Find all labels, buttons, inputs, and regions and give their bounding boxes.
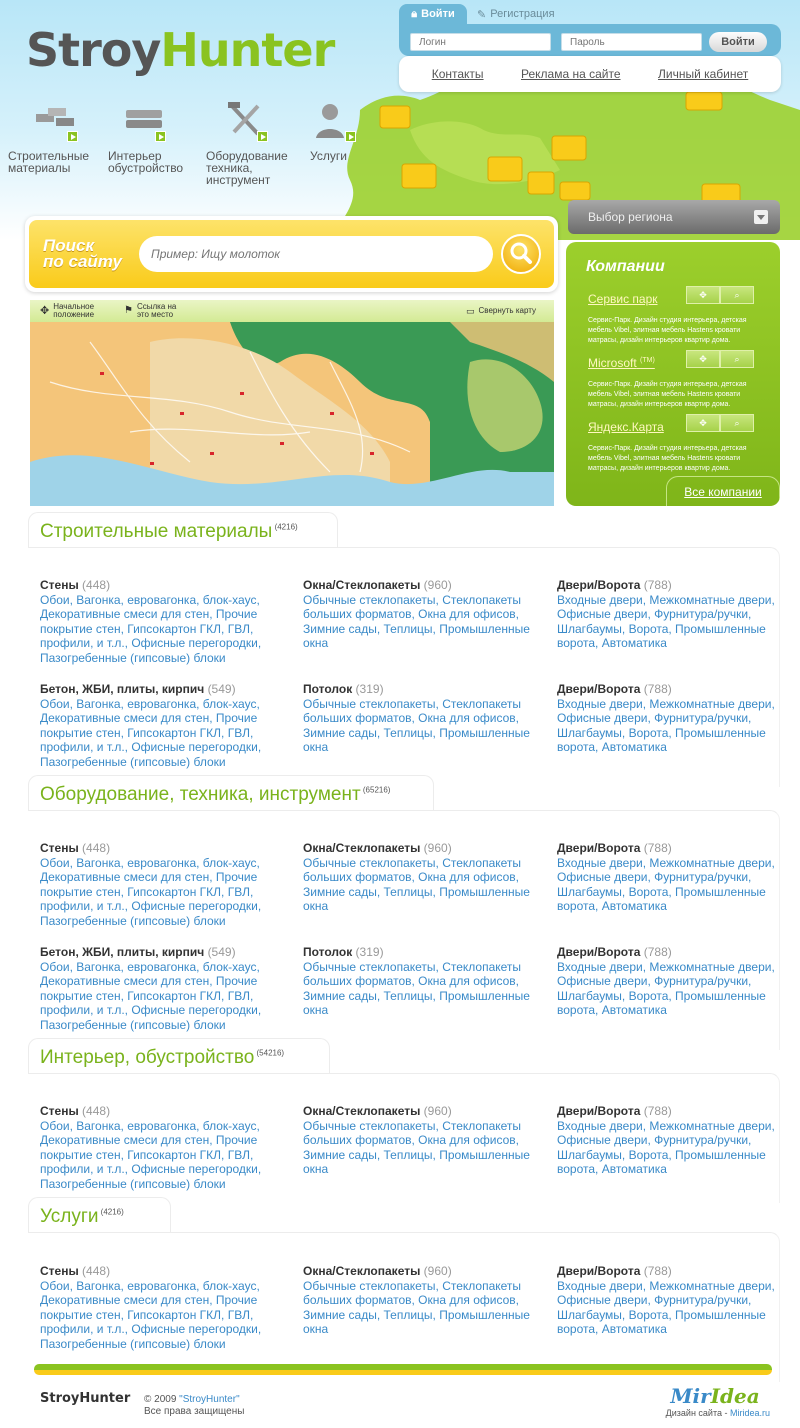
subcategory-links[interactable]: покрытие стен, Гипсокартон ГКЛ, ГВЛ, — [40, 621, 254, 636]
subcategory-count: (960) — [423, 1104, 452, 1118]
developer-credit — [660, 1384, 770, 1418]
search-button[interactable] — [501, 234, 541, 274]
category-label-line2: обустройство — [108, 161, 184, 175]
category-label-line1: Строительные — [8, 149, 90, 163]
tab-login[interactable] — [399, 4, 467, 24]
subcategory-links[interactable]: больших форматов, Окна для офисов, — [303, 870, 519, 884]
subcategory-links[interactable]: Входные двери, Межкомнатные двери, — [557, 696, 775, 711]
subcategory-title-text: Стены — [40, 578, 83, 592]
subcategory-title[interactable] — [303, 1264, 530, 1279]
lock-icon: 🔒︎ — [411, 7, 418, 20]
subcategory-links[interactable]: Декоративные смеси для стен, Прочие — [40, 711, 258, 725]
subcategory-links[interactable]: Зимние сады, Теплицы, Промышленные — [303, 621, 530, 636]
subcategory-group — [40, 578, 261, 665]
section-count: (4216) — [272, 522, 298, 532]
category-services[interactable] — [310, 100, 370, 186]
search-box — [25, 216, 558, 292]
subcategory-links[interactable]: Обои, Вагонка, евровагонка, блок-хаус, — [40, 855, 260, 870]
subcategory-links[interactable]: Офисные двери, Фурнитура/ручки, — [557, 711, 752, 725]
subcategory-links[interactable]: Входные двери, Межкомнатные двери, — [557, 855, 775, 870]
subcategory-links[interactable]: Пазогребенные (гипсовые) блоки — [40, 1176, 226, 1191]
footer-copyright — [144, 1394, 244, 1418]
trademark-mark: (TM) — [640, 357, 655, 364]
subcategory-links[interactable]: Обычные стеклопакеты, Стеклопакеты — [303, 1278, 522, 1293]
section-count: (65216) — [360, 785, 391, 795]
subcategory-links[interactable]: Шлагбаумы, Ворота, Промышленные — [557, 1307, 766, 1322]
category-menu — [8, 100, 370, 186]
subcategory-title[interactable] — [557, 945, 775, 960]
map-collapse-button[interactable] — [466, 307, 536, 315]
subcategory-links[interactable]: Обычные стеклопакеты, Стеклопакеты — [303, 855, 522, 870]
section-title-text: Строительные материалы — [40, 521, 273, 542]
subcategory-links[interactable]: Обычные стеклопакеты, Стеклопакеты — [303, 696, 522, 711]
logo-part-hunter: Hunter — [160, 23, 335, 77]
section-count: (54216) — [254, 1048, 285, 1058]
subcategory-links[interactable]: больших форматов, Окна для офисов, — [303, 1293, 519, 1307]
subcategory-links[interactable]: Пазогребенные (гипсовые) блоки — [40, 650, 226, 665]
subcategory-title[interactable] — [40, 578, 261, 593]
section-title[interactable] — [28, 1038, 330, 1074]
subcategory-links[interactable]: ворота, Автоматика — [557, 1322, 667, 1336]
subcategory-links[interactable]: Шлагбаумы, Ворота, Промышленные — [557, 1147, 766, 1162]
login-button[interactable]: Войти — [709, 32, 767, 52]
map-link-line1: Ссылка на — [136, 302, 177, 311]
subcategory-links[interactable]: Зимние сады, Теплицы, Промышленные — [303, 884, 530, 899]
section-title-text: Оборудование, техника, инструмент — [40, 784, 361, 805]
subcategory-links[interactable]: больших форматов, Окна для офисов, — [303, 974, 519, 988]
subcategory-links[interactable]: Зимние сады, Теплицы, Промышленные — [303, 1147, 530, 1162]
dev-prefix: Дизайн сайта - — [665, 1408, 730, 1418]
subcategory-title-text: Двери/Ворота — [557, 1104, 644, 1118]
login-input[interactable] — [410, 33, 551, 51]
region-label: Выбор региона — [588, 210, 673, 224]
company-description: Сервис-Парк. Дизайн студия интерьера, детская мебель Vibel, элитная мебель Hastens кровати матрасы, дизайн интерьеров квартир дома. — [588, 381, 747, 408]
login-form — [399, 24, 781, 56]
company-name: Яндекс.Карта — [588, 420, 664, 434]
search-icon — [503, 236, 539, 272]
search-panel — [29, 220, 554, 288]
subcategory-links[interactable]: профили, и т.л., Офисные перегородки, — [40, 899, 262, 913]
subcategory-count: (788) — [643, 841, 672, 855]
subcategory-group — [40, 1264, 261, 1351]
subcategory-links[interactable]: окна — [303, 1322, 329, 1336]
nav-contacts[interactable]: Контакты — [431, 67, 484, 81]
subcategory-links[interactable]: Зимние сады, Теплицы, Промышленные — [303, 1307, 530, 1322]
crosshair-icon: ✥ — [40, 305, 50, 317]
subcategory-title-text: Стены — [40, 1264, 83, 1278]
tab-register-label: Регистрация — [490, 8, 555, 20]
company-description: Сервис-Парк. Дизайн студия интерьера, детская мебель Vibel, элитная мебель Hastens кровати матрасы, дизайн интерьеров квартир дома. — [588, 317, 747, 344]
subcategory-title-text: Двери/Ворота — [557, 1264, 644, 1278]
category-building-materials[interactable] — [8, 100, 108, 186]
subcategory-links[interactable]: Обычные стеклопакеты, Стеклопакеты — [303, 1118, 522, 1133]
subcategory-group — [40, 841, 261, 928]
subcategory-count: (788) — [643, 682, 672, 696]
subcategory-group — [303, 1104, 530, 1177]
subcategory-count: (960) — [423, 578, 452, 592]
copyright-link[interactable]: "StroyHunter" — [179, 1394, 240, 1405]
subcategory-links[interactable]: Декоративные смеси для стен, Прочие — [40, 1133, 258, 1147]
subcategory-links[interactable]: Обычные стеклопакеты, Стеклопакеты — [303, 592, 522, 607]
section-title[interactable] — [28, 775, 434, 811]
map-home-button[interactable] — [40, 303, 94, 319]
subcategory-group — [303, 682, 530, 755]
subcategory-title[interactable] — [557, 1104, 775, 1119]
subcategory-count: (549) — [207, 682, 236, 696]
subcategory-title-text: Окна/Стеклопакеты — [303, 1264, 424, 1278]
nav-account[interactable]: Личный кабинет — [657, 67, 749, 81]
dev-link[interactable]: Miridea.ru — [729, 1408, 770, 1418]
subcategory-group — [303, 841, 530, 914]
zoom-icon[interactable]: ⌕ — [720, 350, 754, 368]
subcategory-links[interactable]: больших форматов, Окна для офисов, — [303, 1133, 519, 1147]
map-home-line2: положение — [53, 310, 95, 319]
tab-login-label: Войти — [421, 8, 455, 20]
category-label-line1: Интерьер — [108, 149, 162, 163]
company-actions — [686, 286, 754, 304]
subcategory-title-text: Бетон, ЖБИ, плиты, кирпич — [40, 682, 208, 696]
subcategory-count: (448) — [82, 578, 111, 592]
subcategory-links[interactable]: покрытие стен, Гипсокартон ГКЛ, ГВЛ, — [40, 884, 254, 899]
subcategory-links[interactable]: больших форматов, Окна для офисов, — [303, 607, 519, 621]
subcategory-links[interactable]: Пазогребенные (гипсовые) блоки — [40, 913, 226, 928]
subcategory-title[interactable] — [303, 682, 530, 697]
subcategory-links[interactable]: Зимние сады, Теплицы, Промышленные — [303, 725, 530, 740]
dev-logo-part1: Mir — [670, 1384, 711, 1408]
subcategory-group — [557, 1264, 775, 1337]
subcategory-group — [40, 945, 261, 1032]
search-title-line1: Поиск — [43, 236, 95, 255]
subcategory-count: (960) — [423, 1264, 452, 1278]
monitor-icon: ▭ — [466, 306, 475, 316]
subcategory-group — [557, 578, 775, 651]
subcategory-title-text: Стены — [40, 1104, 83, 1118]
category-label-line1: Оборудование — [206, 149, 288, 163]
subcategory-count: (788) — [643, 578, 672, 592]
subcategory-links[interactable]: Декоративные смеси для стен, Прочие — [40, 1293, 258, 1307]
developer-logo[interactable] — [660, 1384, 770, 1408]
subcategory-count: (788) — [643, 1264, 672, 1278]
subcategory-count: (549) — [207, 945, 236, 959]
subcategory-links[interactable]: Пазогребенные (гипсовые) блоки — [40, 754, 226, 769]
subcategory-title[interactable] — [40, 841, 261, 856]
subcategory-links[interactable]: Обои, Вагонка, евровагонка, блок-хаус, — [40, 696, 260, 711]
subcategory-links[interactable]: Офисные двери, Фурнитура/ручки, — [557, 1293, 752, 1307]
company-item — [588, 290, 768, 346]
subcategory-links[interactable]: профили, и т.л., Офисные перегородки, — [40, 1162, 262, 1176]
section-title-text: Интерьер, обустройство — [40, 1047, 255, 1068]
company-link[interactable] — [588, 420, 664, 434]
subcategory-links[interactable]: Обои, Вагонка, евровагонка, блок-хаус, — [40, 1278, 260, 1293]
subcategory-links[interactable]: Пазогребенные (гипсовые) блоки — [40, 1017, 226, 1032]
subcategory-count: (448) — [82, 1104, 111, 1118]
subcategory-count: (788) — [643, 945, 672, 959]
subcategory-links[interactable]: окна — [303, 1162, 329, 1176]
subcategory-title[interactable] — [303, 1104, 530, 1119]
subcategory-title-text: Двери/Ворота — [557, 841, 644, 855]
bricks-icon — [34, 100, 80, 144]
search-input[interactable] — [139, 236, 493, 272]
category-label-line1: Услуги — [310, 149, 347, 163]
password-input[interactable] — [561, 33, 702, 51]
subcategory-links[interactable]: Обои, Вагонка, евровагонка, блок-хаус, — [40, 959, 260, 974]
subcategory-group — [40, 682, 261, 769]
subcategory-links[interactable]: ворота, Автоматика — [557, 899, 667, 913]
subcategory-count: (960) — [423, 841, 452, 855]
subcategory-title-text: Окна/Стеклопакеты — [303, 841, 424, 855]
login-tabs — [399, 4, 555, 24]
category-label-line2: материалы — [8, 161, 71, 175]
subcategory-links[interactable]: Офисные двери, Фурнитура/ручки, — [557, 870, 752, 884]
subcategory-title-text: Двери/Ворота — [557, 682, 644, 696]
footer-logo[interactable]: StroyHunter — [40, 1391, 131, 1406]
company-item — [588, 418, 768, 474]
subcategory-count: (319) — [355, 682, 384, 696]
subcategory-links[interactable]: Обои, Вагонка, евровагонка, блок-хаус, — [40, 592, 260, 607]
section-count: (4216) — [98, 1207, 124, 1217]
subcategory-links[interactable]: окна — [303, 899, 329, 913]
subcategory-title-text: Стены — [40, 841, 83, 855]
subcategory-title[interactable] — [40, 682, 261, 697]
company-actions — [686, 350, 754, 368]
subcategory-links[interactable]: Офисные двери, Фурнитура/ручки, — [557, 607, 752, 621]
locate-icon[interactable]: ✥ — [686, 286, 720, 304]
subcategory-title[interactable] — [303, 578, 530, 593]
subcategory-links[interactable]: покрытие стен, Гипсокартон ГКЛ, ГВЛ, — [40, 988, 254, 1003]
subcategory-links[interactable]: Офисные двери, Фурнитура/ручки, — [557, 1133, 752, 1147]
subcategory-links[interactable]: ворота, Автоматика — [557, 636, 667, 650]
locate-icon[interactable]: ✥ — [686, 350, 720, 368]
subcategory-title-text: Бетон, ЖБИ, плиты, кирпич — [40, 945, 208, 959]
subcategory-links[interactable]: больших форматов, Окна для офисов, — [303, 711, 519, 725]
section-title[interactable] — [28, 512, 338, 548]
search-title-line2: по сайту — [43, 252, 122, 271]
city-map[interactable] — [30, 300, 554, 506]
subcategory-title[interactable] — [557, 578, 775, 593]
section-title[interactable] — [28, 1197, 171, 1233]
subcategory-title[interactable] — [557, 682, 775, 697]
category-equipment[interactable] — [206, 100, 310, 186]
site-logo[interactable] — [26, 22, 334, 78]
subcategory-links[interactable]: окна — [303, 740, 329, 754]
subcategory-title[interactable] — [40, 945, 261, 960]
company-actions — [686, 414, 754, 432]
subcategory-title-text: Окна/Стеклопакеты — [303, 1104, 424, 1118]
subcategory-title[interactable] — [303, 841, 530, 856]
subcategory-links[interactable]: Шлагбаумы, Ворота, Промышленные — [557, 988, 766, 1003]
subcategory-links[interactable]: Входные двери, Межкомнатные двери, — [557, 959, 775, 974]
companies-title: Компании — [586, 258, 665, 275]
company-link[interactable] — [588, 292, 658, 306]
subcategory-links[interactable]: Декоративные смеси для стен, Прочие — [40, 607, 258, 621]
map-link-button[interactable] — [124, 303, 176, 319]
subcategory-links[interactable]: профили, и т.л., Офисные перегородки, — [40, 1003, 262, 1017]
subcategory-links[interactable]: Обычные стеклопакеты, Стеклопакеты — [303, 959, 522, 974]
subcategory-title[interactable] — [557, 841, 775, 856]
nav-advertising[interactable]: Реклама на сайте — [521, 67, 621, 81]
subcategory-links[interactable]: окна — [303, 1003, 329, 1017]
company-name: Сервис парк — [588, 292, 658, 306]
subcategory-links[interactable]: покрытие стен, Гипсокартон ГКЛ, ГВЛ, — [40, 1147, 254, 1162]
subcategory-title-text: Потолок — [303, 682, 356, 696]
flag-icon: ⚑ — [124, 305, 133, 316]
subcategory-links[interactable]: Пазогребенные (гипсовые) блоки — [40, 1336, 226, 1351]
companies-panel — [566, 242, 780, 506]
worker-icon — [312, 100, 358, 144]
subcategory-count: (788) — [643, 1104, 672, 1118]
subcategory-count: (448) — [82, 841, 111, 855]
map-home-line1: Начальное — [53, 302, 95, 311]
copyright-prefix: © 2009 — [144, 1394, 180, 1405]
map-collapse-label: Свернуть карту — [478, 306, 536, 315]
subcategory-title[interactable] — [303, 945, 530, 960]
subcategory-count: (448) — [82, 1264, 111, 1278]
login-panel — [399, 4, 781, 56]
region-select[interactable] — [568, 200, 780, 234]
subcategory-links[interactable]: Входные двери, Межкомнатные двери, — [557, 1118, 775, 1133]
subcategory-links[interactable]: Шлагбаумы, Ворота, Промышленные — [557, 725, 766, 740]
subcategory-links[interactable]: Шлагбаумы, Ворота, Промышленные — [557, 621, 766, 636]
category-label-line3: инструмент — [206, 173, 271, 187]
subcategory-group — [303, 578, 530, 651]
subcategory-links[interactable]: Декоративные смеси для стен, Прочие — [40, 870, 258, 884]
tab-register[interactable] — [477, 4, 555, 24]
subcategory-title-text: Двери/Ворота — [557, 945, 644, 959]
subcategory-links[interactable]: Входные двери, Межкомнатные двери, — [557, 1278, 775, 1293]
subcategory-links[interactable]: ворота, Автоматика — [557, 1003, 667, 1017]
tools-icon — [224, 100, 270, 144]
subcategory-group — [557, 1104, 775, 1177]
subcategory-group — [557, 841, 775, 914]
zoom-icon[interactable]: ⌕ — [720, 414, 754, 432]
section-title-text: Услуги — [40, 1206, 99, 1227]
map-toolbar — [30, 300, 554, 322]
company-name: Microsoft — [588, 356, 637, 370]
map-link-line2: это место — [136, 310, 174, 319]
subcategory-group — [40, 1104, 261, 1191]
subcategory-group — [557, 945, 775, 1018]
company-link[interactable] — [588, 356, 655, 370]
subcategory-title-text: Потолок — [303, 945, 356, 959]
subcategory-links[interactable]: Обои, Вагонка, евровагонка, блок-хаус, — [40, 1118, 260, 1133]
copyright-rights: Все права защищены — [144, 1406, 245, 1417]
map-image — [30, 322, 554, 506]
subcategory-links[interactable]: Декоративные смеси для стен, Прочие — [40, 974, 258, 988]
subcategory-links[interactable]: Шлагбаумы, Ворота, Промышленные — [557, 884, 766, 899]
subcategory-title[interactable] — [40, 1104, 261, 1119]
subcategory-title[interactable] — [557, 1264, 775, 1279]
subcategory-group — [303, 1264, 530, 1337]
interior-icon — [122, 100, 168, 144]
subcategory-title-text: Двери/Ворота — [557, 578, 644, 592]
pencil-icon: ✎ — [477, 8, 487, 21]
subcategory-links[interactable]: Входные двери, Межкомнатные двери, — [557, 592, 775, 607]
top-navigation — [399, 56, 781, 92]
subcategory-links[interactable]: ворота, Автоматика — [557, 740, 667, 754]
logo-part-stroy: Stroy — [26, 23, 161, 77]
footer-divider — [34, 1364, 772, 1375]
subcategory-links[interactable]: окна — [303, 636, 329, 650]
subcategory-links[interactable]: ворота, Автоматика — [557, 1162, 667, 1176]
chevron-down-icon[interactable] — [754, 210, 768, 224]
category-interior[interactable] — [108, 100, 206, 186]
subcategory-links[interactable]: покрытие стен, Гипсокартон ГКЛ, ГВЛ, — [40, 1307, 254, 1322]
subcategory-links[interactable]: Зимние сады, Теплицы, Промышленные — [303, 988, 530, 1003]
subcategory-links[interactable]: профили, и т.л., Офисные перегородки, — [40, 636, 262, 650]
subcategory-group — [303, 945, 530, 1018]
subcategory-title[interactable] — [40, 1264, 261, 1279]
subcategory-links[interactable]: профили, и т.л., Офисные перегородки, — [40, 1322, 262, 1336]
locate-icon[interactable]: ✥ — [686, 414, 720, 432]
subcategory-links[interactable]: профили, и т.л., Офисные перегородки, — [40, 740, 262, 754]
subcategory-links[interactable]: покрытие стен, Гипсокартон ГКЛ, ГВЛ, — [40, 725, 254, 740]
subcategory-title-text: Окна/Стеклопакеты — [303, 578, 424, 592]
company-item — [588, 354, 768, 410]
subcategory-group — [557, 682, 775, 755]
company-description: Сервис-Парк. Дизайн студия интерьера, детская мебель Vibel, элитная мебель Hastens кровати матрасы, дизайн интерьеров квартир дома. — [588, 445, 747, 472]
subcategory-links[interactable]: Офисные двери, Фурнитура/ручки, — [557, 974, 752, 988]
category-label-line2: техника, — [206, 161, 253, 175]
all-companies-link[interactable]: Все компании — [666, 476, 780, 506]
zoom-icon[interactable]: ⌕ — [720, 286, 754, 304]
dev-logo-part2: Idea — [710, 1384, 760, 1408]
subcategory-count: (319) — [355, 945, 384, 959]
search-title — [43, 238, 122, 270]
